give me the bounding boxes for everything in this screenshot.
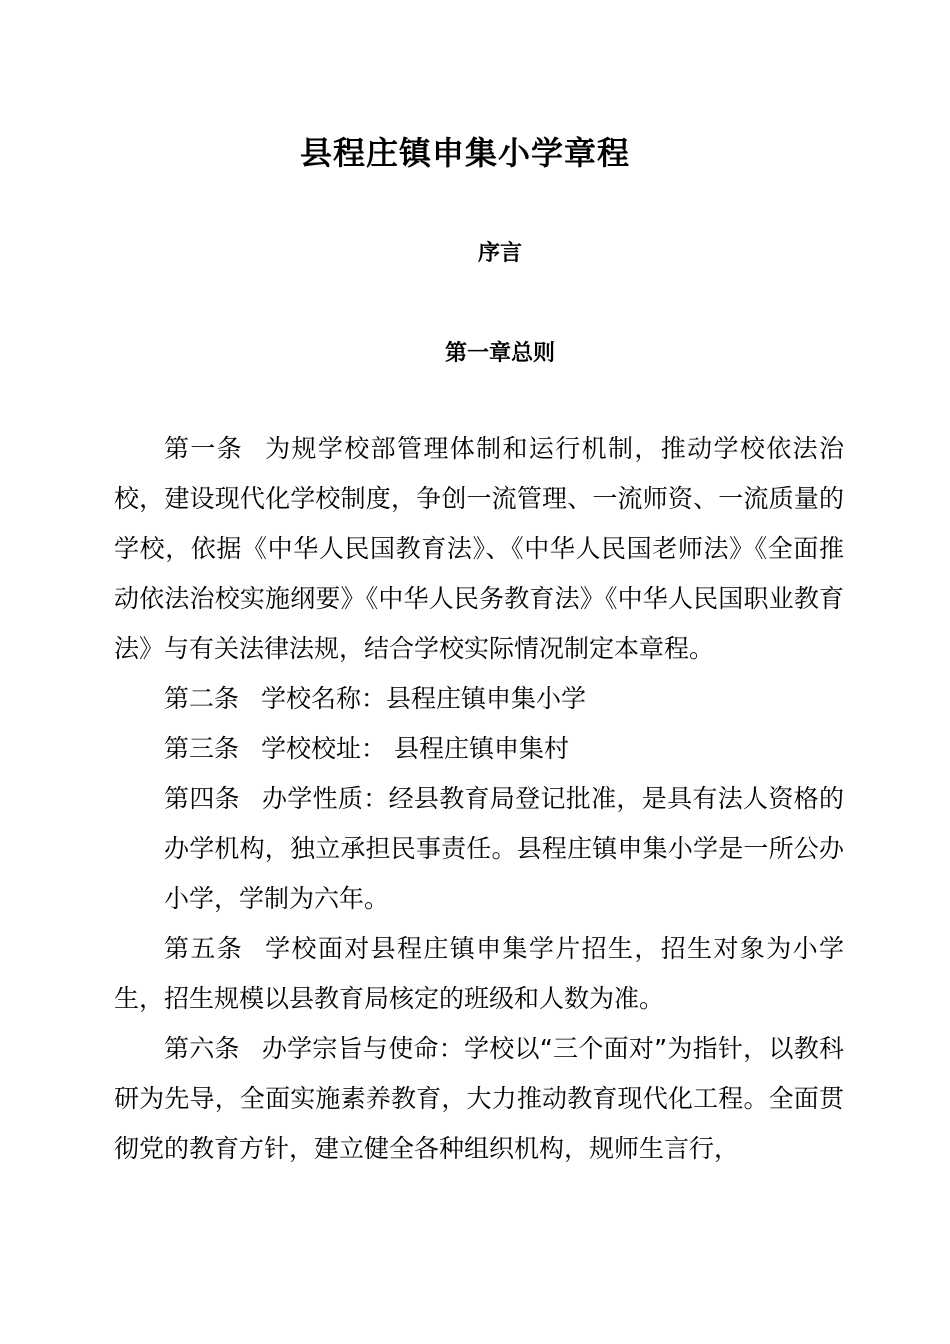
article-2 <box>114 674 844 724</box>
document-title: 县程庄镇申集小学章程 <box>299 134 630 172</box>
article-text: 办学性质：经县教育局登记批准，是具有法人资格的办学机构，独立承担民事责任。县程庄镇申集小学是一所公办小学，学制为六年。 <box>164 784 844 913</box>
article-number: 第二条 <box>164 684 240 713</box>
article-6 <box>114 1024 844 1174</box>
article-3 <box>114 724 844 774</box>
article-text: 办学宗旨与使命：学校以“三个面对”为指针，以教科研为先导，全面实施素养教育，大力推动教育现代化工程。全面贯彻党的教育方针，建立健全各种组织机构，规师生言行， <box>114 1034 844 1163</box>
article-text: 学校校址： 县程庄镇申集村 <box>261 734 569 763</box>
document-body <box>114 424 844 1174</box>
preface-heading: 序言 <box>477 241 522 266</box>
article-number: 第五条 <box>164 934 244 963</box>
article-number: 第一条 <box>164 434 244 463</box>
chapter-heading: 第一章总则 <box>444 341 555 366</box>
article-4 <box>114 774 844 924</box>
article-text: 学校面对县程庄镇申集学片招生，招生对象为小学生，招生规模以县教育局核定的班级和人数为准。 <box>114 934 844 1013</box>
article-text: 学校名称：县程庄镇申集小学 <box>261 684 587 713</box>
article-text: 为规学校部管理体制和运行机制，推动学校依法治校，建设现代化学校制度，争创一流管理、一流师资、一流质量的学校，依据《中华人民国教育法》、《中华人民国老师法》《全面推动依法治校实施纲要》《中华人民务教育法》《中华人民国职业教育法》与有关法律法规，结合学校实际情况制定本章程。 <box>114 434 844 663</box>
article-5 <box>114 924 844 1024</box>
article-1 <box>114 424 844 674</box>
article-number: 第六条 <box>164 1034 240 1063</box>
article-number: 第三条 <box>164 734 240 763</box>
article-number: 第四条 <box>164 784 240 813</box>
